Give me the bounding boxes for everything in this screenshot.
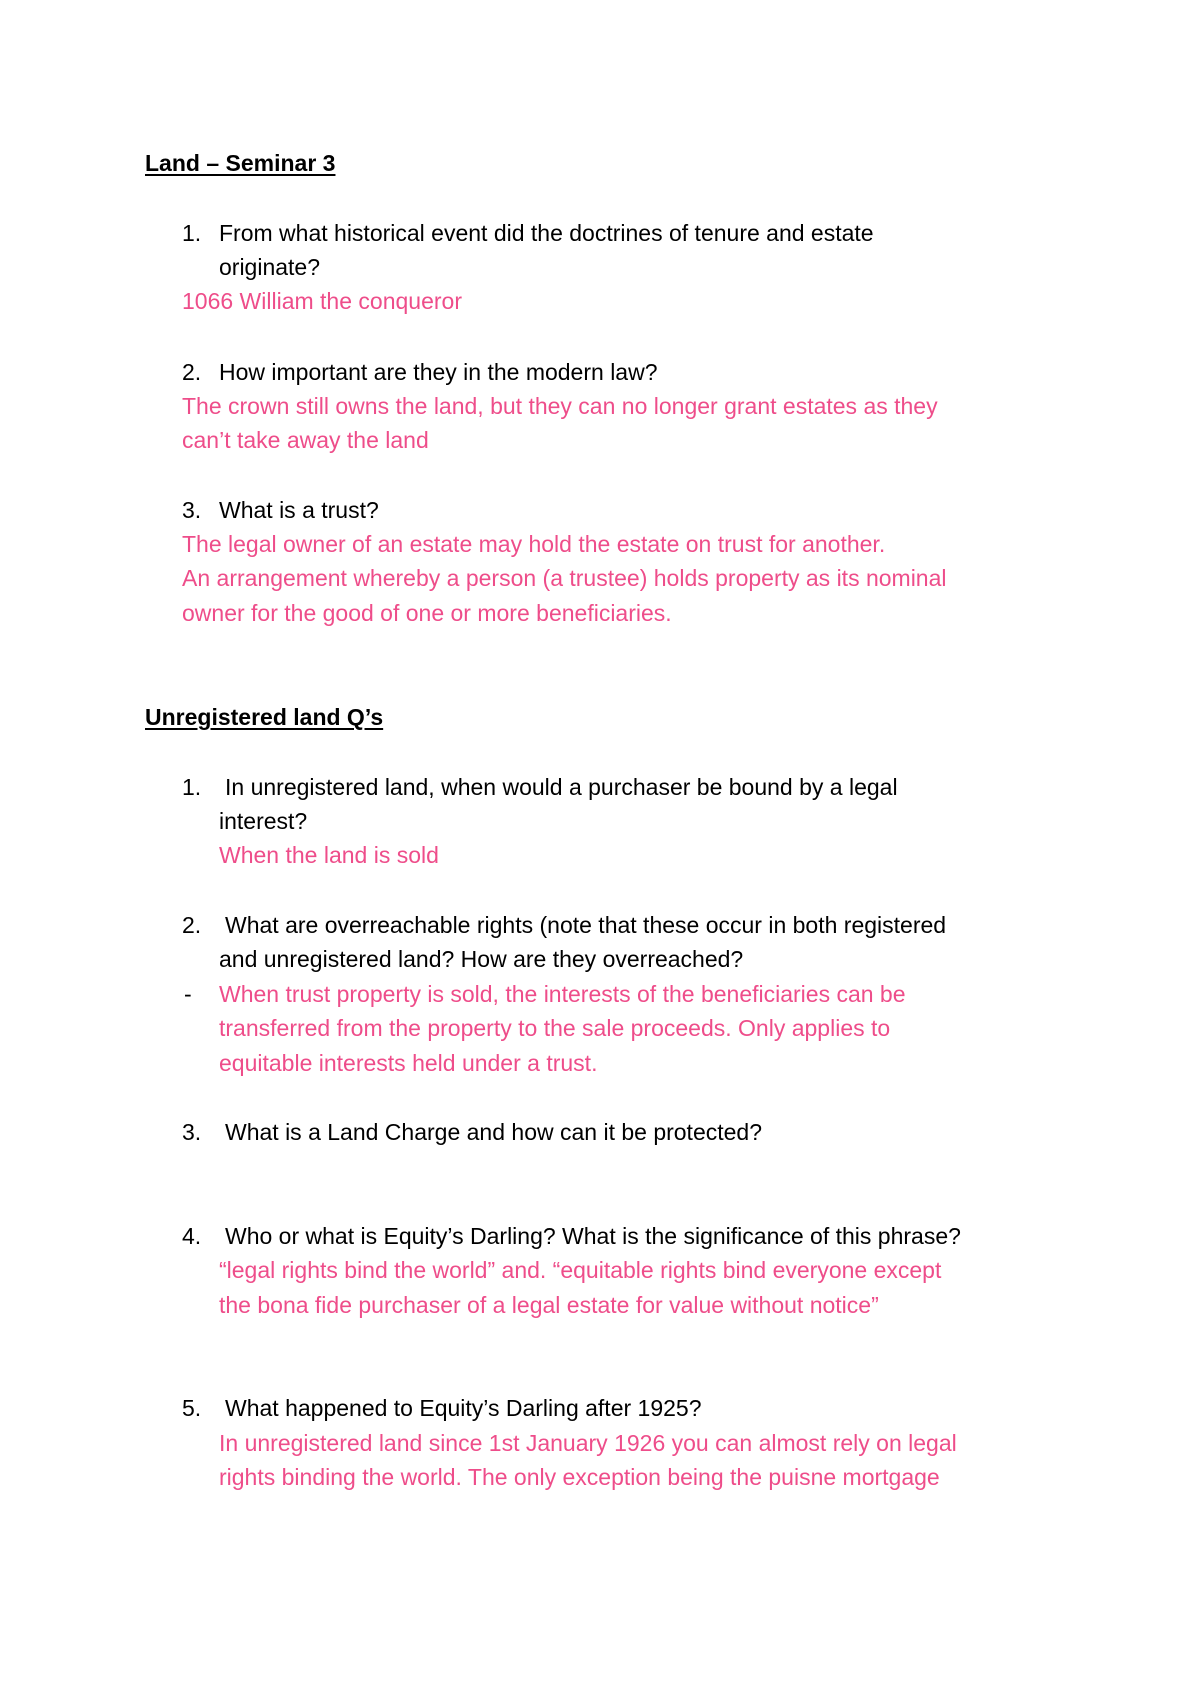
answer-text: equitable interests held under a trust.	[219, 1050, 598, 1076]
section-heading-seminar: Land – Seminar 3	[145, 150, 336, 176]
question-text: In unregistered land, when would a purchaser be bound by a legal	[225, 774, 898, 800]
question-text: interest?	[219, 808, 308, 834]
bullet-dash: -	[184, 981, 192, 1007]
question-number: 5.	[182, 1395, 202, 1421]
question-text: and unregistered land? How are they overreached?	[219, 946, 744, 972]
section-heading-unregistered: Unregistered land Q’s	[145, 704, 384, 730]
question-number: 3.	[182, 497, 202, 523]
answer-text: 1066 William the conqueror	[182, 288, 462, 314]
question-text: From what historical event did the doctrines of tenure and estate	[219, 220, 874, 246]
question-text: What happened to Equity’s Darling after 1925?	[225, 1395, 702, 1421]
answer-text: rights binding the world. The only exception being the puisne mortgage	[219, 1464, 940, 1490]
answer-text: “legal rights bind the world” and. “equitable rights bind everyone except	[219, 1257, 942, 1283]
question-text: What is a trust?	[219, 497, 379, 523]
question-number: 2.	[182, 912, 202, 938]
question-number: 4.	[182, 1223, 202, 1249]
question-number: 3.	[182, 1119, 202, 1145]
question-text: How important are they in the modern law?	[219, 359, 658, 385]
question-text: What are overreachable rights (note that these occur in both registered	[225, 912, 947, 938]
answer-text: transferred from the property to the sale proceeds. Only applies to	[219, 1015, 891, 1041]
answer-text: can’t take away the land	[182, 427, 429, 453]
question-number: 1.	[182, 774, 202, 800]
answer-text: the bona fide purchaser of a legal estate for value without notice”	[219, 1292, 879, 1318]
question-text: Who or what is Equity’s Darling? What is the significance of this phrase?	[225, 1223, 961, 1249]
question-text: originate?	[219, 254, 321, 280]
question-number: 1.	[182, 220, 202, 246]
answer-text: When trust property is sold, the interests of the beneficiaries can be	[219, 981, 906, 1007]
answer-text: The crown still owns the land, but they can no longer grant estates as they	[182, 393, 938, 419]
question-number: 2.	[182, 359, 202, 385]
answer-text: When the land is sold	[219, 842, 439, 868]
answer-text: owner for the good of one or more beneficiaries.	[182, 600, 672, 626]
answer-text: An arrangement whereby a person (a trustee) holds property as its nominal	[182, 565, 947, 591]
answer-text: In unregistered land since 1st January 1926 you can almost rely on legal	[219, 1430, 957, 1456]
answer-text: The legal owner of an estate may hold the estate on trust for another.	[182, 531, 886, 557]
question-text: What is a Land Charge and how can it be protected?	[225, 1119, 763, 1145]
